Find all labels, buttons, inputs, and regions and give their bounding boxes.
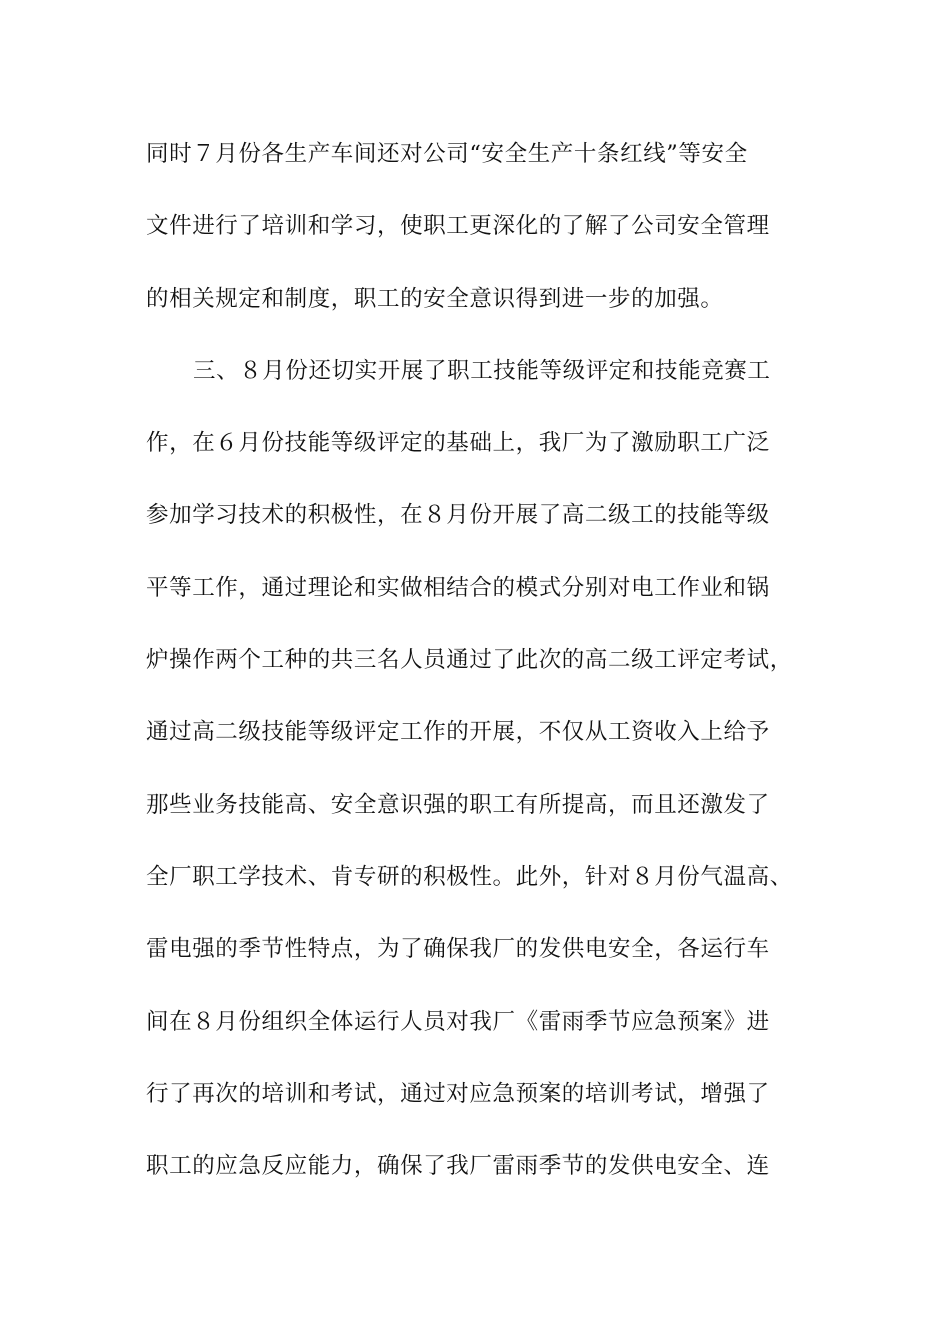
text-line: 作，在６月份技能等级评定的基础上，我厂为了激励职工广泛 [146,430,770,457]
text-line: 行了再次的培训和考试，通过对应急预案的培训考试，增强了 [146,1080,770,1107]
text-line: 平等工作，通过理论和实做相结合的模式分别对电工作业和锅 [146,574,770,601]
body-text [146,128,846,1212]
paragraph-start-line: 三、８月份还切实开展了职工技能等级评定和技能竞赛工 [193,357,771,384]
text-line: 文件进行了培训和学习，使职工更深化的了解了公司安全管理 [146,213,770,240]
text-line: 职工的应急反应能力，确保了我厂雷雨季节的发供电安全、连 [146,1153,770,1180]
text-line: 炉操作两个工种的共三名人员通过了此次的高二级工评定考试， [146,647,793,674]
text-line: 同时７月份各生产车间还对公司“安全生产十条红线”等安全 [146,141,748,167]
text-line: 全厂职工学技术、肯专研的积极性。此外，针对８月份气温高、 [146,863,793,890]
text-line: 的相关规定和制度，职工的安全意识得到进一步的加强。 [146,285,724,312]
text-line: 通过高二级技能等级评定工作的开展，不仅从工资收入上给予 [146,719,770,746]
text-line: 间在８月份组织全体运行人员对我厂《雷雨季节应急预案》进 [146,1008,770,1035]
text-line: 雷电强的季节性特点，为了确保我厂的发供电安全，各运行车 [146,936,770,963]
text-line: 那些业务技能高、安全意识强的职工有所提高，而且还激发了 [146,791,770,818]
text-line: 参加学习技术的积极性，在８月份开展了高二级工的技能等级 [146,502,770,529]
